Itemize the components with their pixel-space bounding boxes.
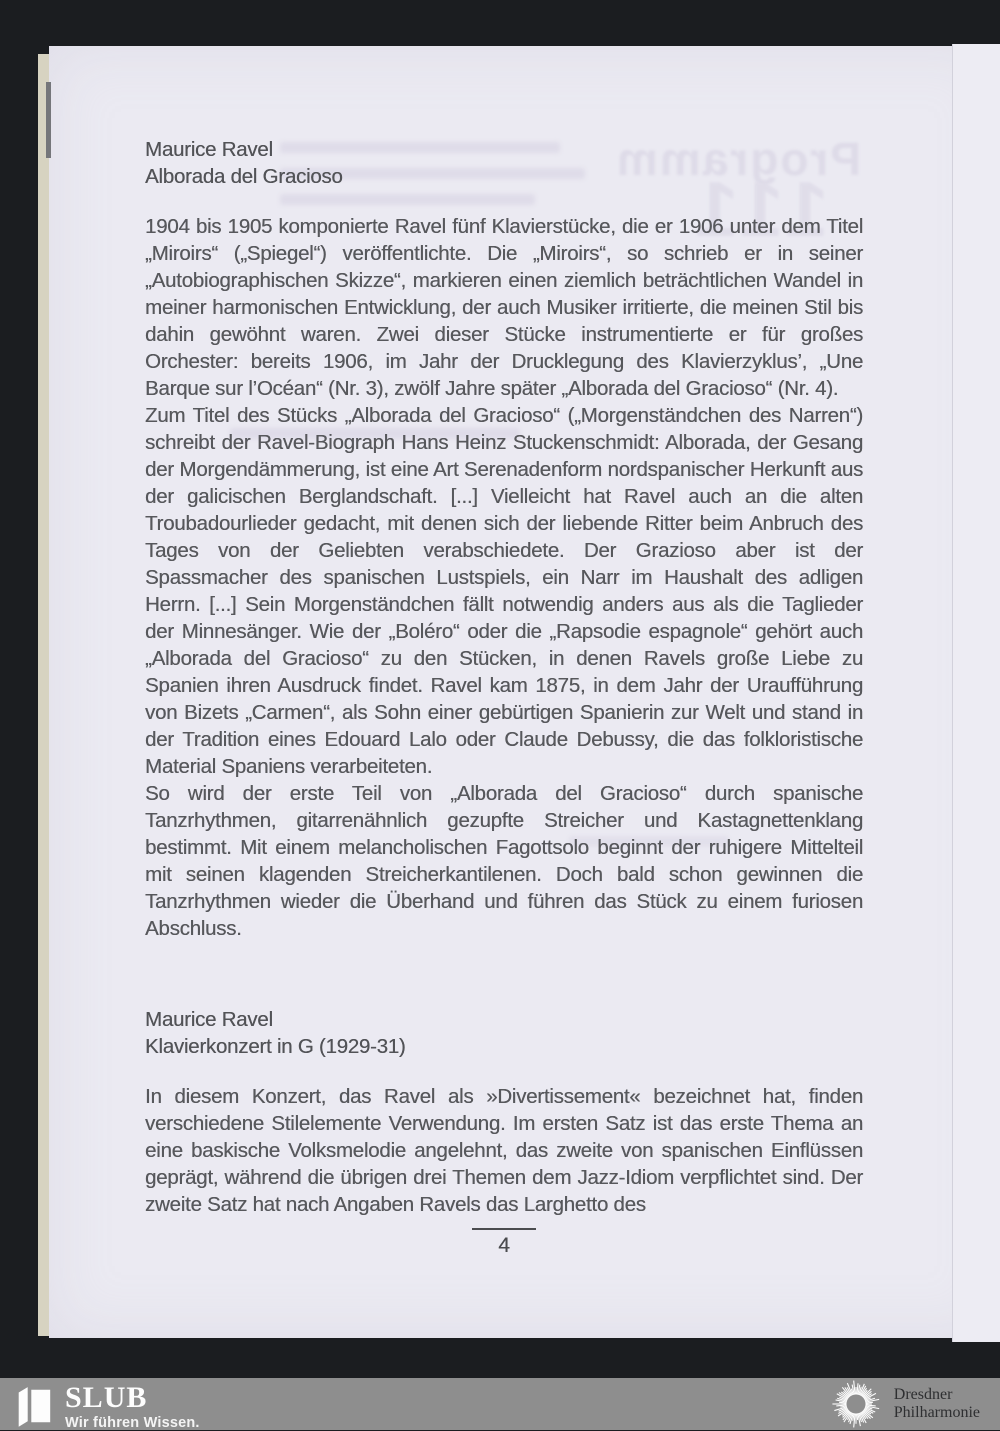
article-paragraph: In diesem Konzert, das Ravel als »Divertissement« bezeichnet hat, finden verschiedene Stilelemente Verwendung. Im ersten Satz ist das erste Thema an eine baskische Volksmelodie angelehnt, das zweite von spanischen Einflüssen geprägt, während die übrigen drei Themen dem Jazz-Idiom verpflichtet sind. Der zweite Satz hat nach Angaben Ravels das Larghetto des: [145, 1085, 863, 1216]
bleedthrough-number: 111: [689, 165, 829, 253]
text-column: [145, 46, 863, 1259]
work-title: Alborada del Gracioso: [145, 165, 343, 188]
article-paragraph: So wird der erste Teil von „Alborada del Gracioso“ durch spanische Tanzrhythmen, gitarrenähnlich gezupfte Streicher und Kastagnettenklang bestimmt. Mit einem melancholischen Fagottsolo beginnt der ruhigere Mittelteil mit seinen klagenden Streicherkantilenen. Doch bald schon gewinnen die Tanzrhythmen wieder die Überhand und führen das Stück zu einem furiosen Abschluss.: [145, 782, 863, 940]
slub-wordmark: SLUB: [65, 1381, 148, 1414]
slub-book-icon: [16, 1385, 52, 1427]
composer-name: Maurice Ravel: [145, 138, 273, 161]
article-paragraph: 1904 bis 1905 komponierte Ravel fünf Klavierstücke, die er 1906 unter dem Titel „Miroirs“ („Spiegel“) veröffentlichte. Die „Miroirs“, so schrieb er in seiner „Autobiographischen Skizze“, markieren einen ziemlich beträchtlichen Wandel in meiner harmonischen Entwicklung, der auch Musiker irritierte, die meinen Stil bis dahin gewöhnt waren. Zwei dieser Stücke instrumentierte er für großes Orchester: bereits 1906, im Jahr der Drucklegung des Klavierzyklus’, „Une Barque sur l’Océan“ (Nr. 3), zwölf Jahre später „Alborada del Gracioso“ (Nr. 4).: [145, 215, 863, 400]
scanned-page: [49, 46, 1000, 1338]
bleedthrough-title: Programm: [615, 133, 862, 185]
page-number: 4: [472, 1228, 536, 1259]
page-fold: [952, 44, 1000, 1342]
sunburst-logo-icon: [830, 1378, 882, 1430]
work-heading-2: [145, 1006, 863, 1060]
composer-name: Maurice Ravel: [145, 1008, 273, 1031]
slub-branding: [0, 1378, 200, 1430]
slub-tagline: Wir führen Wissen.: [65, 1415, 200, 1431]
philharmonie-branding: [830, 1378, 1000, 1430]
library-watermark-footer: [0, 1378, 1000, 1430]
binding-mark: [46, 82, 51, 158]
work-title: Klavierkonzert in G (1929-31): [145, 1035, 406, 1058]
article-paragraph: Zum Titel des Stücks „Alborada del Gracioso“ („Morgenständchen des Narren“) schreibt der Ravel-Biograph Hans Heinz Stuckenschmidt: Alborada, der Gesang der Morgendämmerung, ist eine Art Serenadenform nordspanischer Herkunft aus der galicischen Berglandschaft. [...] Vielleicht hat Ravel auch an die alten Troubadourlieder gedacht, mit denen sich der liebende Ritter beim Anbruch des Tages von der Geliebten verabschiedete. Der Grazioso aber ist der Spassmacher des spanischen Lustspiels, ein Narr im Haushalt des adligen Herrn. [...] Sein Morgenständchen fällt notwendig anders aus als die Taglieder der Minnesänger. Wie der „Boléro“ oder die „Rapsodie espagnole“ gehört auch „Alborada del Gracioso“ zu den Stücken, in denen Ravels große Liebe zu Spanien ihren Ausdruck findet. Ravel kam 1875, in dem Jahr der Uraufführung von Bizets „Carmen“, als Sohn einer gebürtigen Spanierin zur Welt und stand in der Tradition eines Edouard Lalo oder Claude Debussy, die das folkloristische Material Spaniens verarbeiteten.: [145, 404, 863, 778]
philharmonie-wordmark: Dresdner Philharmonie: [893, 1386, 980, 1421]
work-heading-1: [145, 136, 863, 190]
